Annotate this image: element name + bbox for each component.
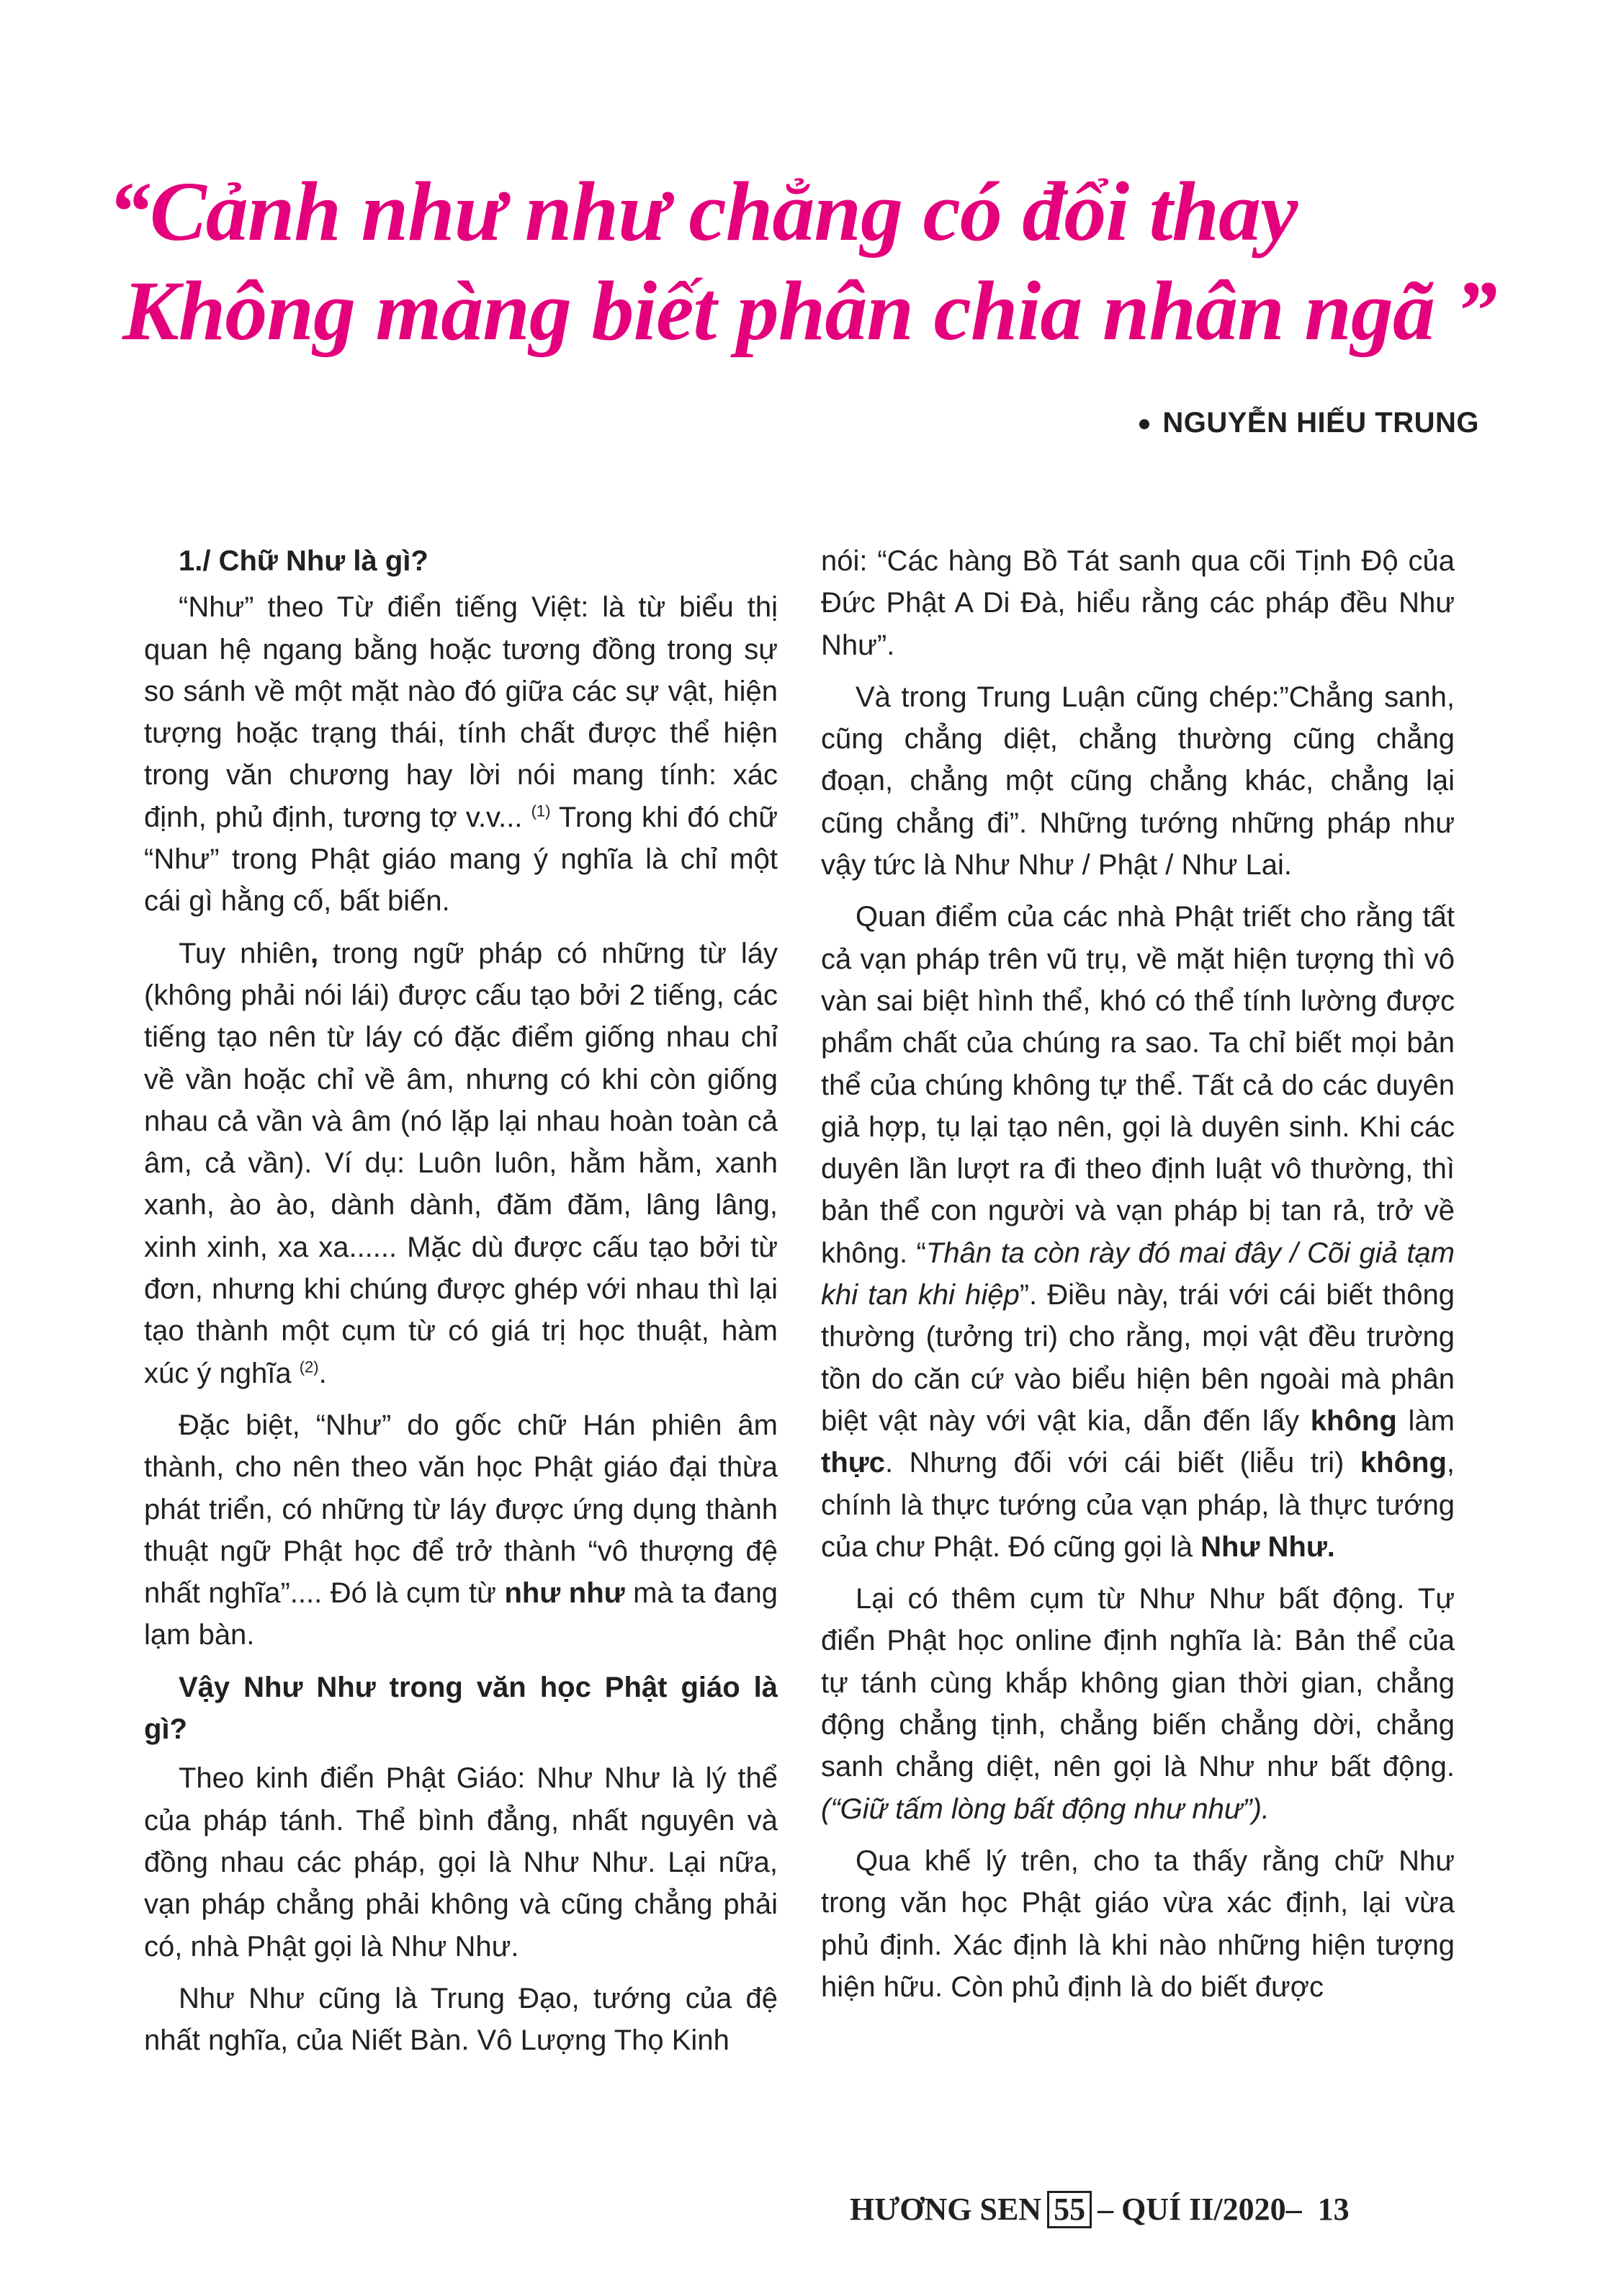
text: . (318, 1357, 327, 1389)
bold-term: Như Như. (1200, 1530, 1335, 1563)
right-column (821, 540, 1455, 2018)
paragraph (144, 1404, 778, 1656)
paragraph (144, 586, 778, 922)
section-heading: 1./ Chữ Như là gì? (179, 545, 428, 577)
paragraph (144, 933, 778, 1394)
paragraph (821, 896, 1455, 1568)
bold-term: như như (504, 1577, 625, 1610)
page-footer (850, 2191, 1350, 2228)
text: ”. Điều này, trái với cái biết thông thường (tưởng tri) cho rằng, mọi vật đều trường tồn do căn cứ vào biểu hiện bên ngoài mà phân biệt vật này với vật kia, dẫn đến lấy (821, 1279, 1455, 1437)
footnote-ref: (2) (299, 1358, 319, 1376)
title-line-1: “Cảnh như như chẳng có đổi thay (108, 164, 1298, 259)
text: “Như” theo Từ điển tiếng Việt: là từ biểu thị quan hệ ngang bằng hoặc tương đồng trong sự so sánh về một mặt nào đó giữa các sự vật, hiện tượng hoặc trạng thái, tính chất được thể hiện trong văn chương hay lời nói mang tính: xác định, phủ định, tương tợ v.v... (144, 591, 778, 833)
author-byline (1139, 407, 1479, 439)
text: , (310, 937, 319, 969)
text: Đặc biệt, “Như” do gốc chữ Hán phiên âm thành, cho nên theo văn học Phật giáo đại thừa phát triển, có những từ láy được ứng dụng thành thuật ngữ Phật học để trở thành “vô thượng đệ nhất nghĩa”.... Đó là cụm từ (144, 1409, 778, 1610)
subheading: Vậy Như Như trong văn học Phật giáo là gì? (144, 1671, 778, 1746)
author-name: NGUYỄN HIẾU TRUNG (1162, 407, 1479, 439)
bold-term: thực (821, 1447, 885, 1479)
italic-quote: Thân ta còn rày đó mai đây / Cõi giả tạm khi tan khi hiệp (821, 1237, 1455, 1311)
magazine-name: HƯƠNG SEN (850, 2192, 1042, 2227)
paragraph (821, 1578, 1455, 1830)
text: Lại có thêm cụm từ Như Như bất động. Tự điển Phật học online định nghĩa là: Bản thể của tự tánh cùng khắp không gian thời gian, chẳng động chẳng tịnh, chẳng biến chẳng dời, chẳng sanh chẳng diệt, nên gọi là Như như bất động. (821, 1583, 1455, 1783)
text: Quan điểm của các nhà Phật triết cho rằng tất cả vạn pháp trên vũ trụ, về mặt hiện tượng thì vô vàn sai biệt hình thể, khó có thể tính lường được phẩm chất của chúng ra sao. Ta chỉ biết mọi bản thể của chúng không tự thể. Tất cả do các duyên giả hợp, tụ lại tạo nên, gọi là duyên sinh. Khi các duyên lần lượt ra đi theo định luật vô thường, thì bản thể con người và vạn pháp bị tan rả, trở về không. “ (821, 901, 1455, 1269)
bold-term: không (1360, 1447, 1447, 1479)
paragraph: Và trong Trung Luận cũng chép:”Chẳng sanh, cũng chẳng diệt, chẳng thường cũng chẳng đoạn, chẳng một cũng chẳng khác, chẳng lại cũng chẳng đi”. Những tướng những pháp như vậy tức là Như Như / Phật / Như Lai. (821, 681, 1455, 882)
issue-number: 55 (1047, 2191, 1092, 2228)
footnote-ref: (1) (531, 802, 551, 820)
paragraph: Qua khế lý trên, cho ta thấy rằng chữ Như trong văn học Phật giáo vừa xác định, lại vừa phủ định. Xác định là khi nào những hiện tượng hiện hữu. Còn phủ định là do biết được (821, 1844, 1455, 2003)
text: trong ngữ pháp có những từ láy (không phải nói lái) được cấu tạo bởi 2 tiếng, các tiếng tạo nên từ láy có đặc điểm giống nhau chỉ về vần hoặc chỉ về âm, nhưng có khi còn giống nhau cả vần và âm (nó lặp lại nhau hoàn toàn cả âm, cả vần). Ví dụ: Luôn luôn, hằm hằm, xanh xanh, ào ào, dành dành, đăm đăm, lâng lâng, xinh xinh, xa xa...... Mặc dù được cấu tạo bởi từ đơn, nhưng khi chúng được ghép với nhau thì lại tạo thành một cụm từ có giá trị học thuật, hàm xúc ý nghĩa (144, 937, 778, 1389)
text: mà ta đang lạm bàn. (144, 1577, 778, 1651)
text: Tuy nhiên (179, 937, 310, 969)
text: làm (1396, 1404, 1455, 1437)
page-number: 13 (1317, 2192, 1350, 2227)
text: , chính là thực tướng của vạn pháp, là thực tướng của chư Phật. Đó cũng gọi là (821, 1447, 1455, 1563)
title-line-2: Không màng biết phân chia nhân ngã ” (122, 264, 1497, 358)
paragraph: Như Như cũng là Trung Đạo, tướng của đệ nhất nghĩa, của Niết Bàn. Vô Lượng Thọ Kinh (144, 1982, 778, 2057)
italic-quote: (“Giữ tấm lòng bất động như như”). (821, 1793, 1270, 1825)
article-title (108, 162, 1534, 361)
bullet-icon (1139, 419, 1149, 429)
left-column (144, 540, 778, 2071)
text: . Nhưng đối với cái biết (liễu tri) (884, 1447, 1360, 1479)
bold-term: không (1310, 1404, 1397, 1437)
issue-quarter: – QUÍ II/2020– (1097, 2192, 1302, 2227)
paragraph: nói: “Các hàng Bồ Tát sanh qua cõi Tịnh Độ của Đức Phật A Di Đà, hiểu rằng các pháp đều Như Như”. (821, 545, 1455, 661)
paragraph: Theo kinh điển Phật Giáo: Như Như là lý thể của pháp tánh. Thể bình đẳng, nhất nguyên và đồng nhau các pháp, gọi là Như Như. Lại nữa, vạn pháp chẳng phải không và cũng chẳng phải có, nhà Phật gọi là Như Như. (144, 1762, 778, 1963)
text: Trong khi đó chữ “Như” trong Phật giáo mang ý nghĩa là chỉ một cái gì hằng cố, bất biến. (144, 801, 778, 918)
